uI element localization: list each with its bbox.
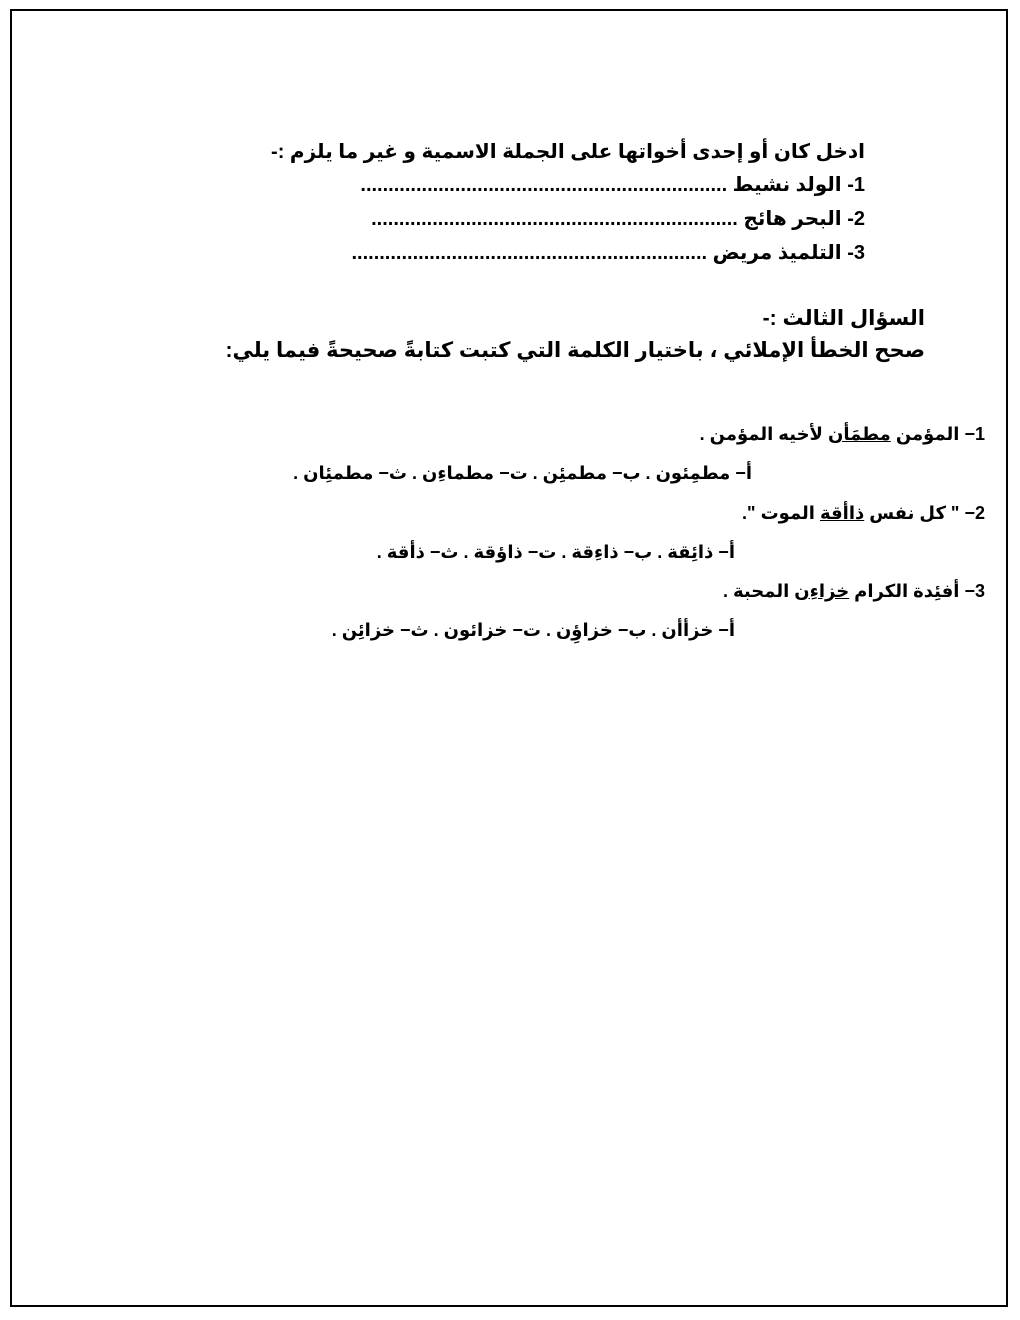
q1-sentence bbox=[700, 424, 985, 445]
q2-underlined-word: ذاأقة bbox=[819, 503, 865, 523]
section1-item-1: 1- الولد نشيط .................................................................. bbox=[360, 174, 865, 196]
q2-options: أ− ذائِقة . ب− ذاءِقة . ت− ذاؤقة . ث− ذأقة . bbox=[376, 542, 735, 562]
question-title: السؤال الثالث :- bbox=[762, 307, 925, 330]
q3-number: 3− bbox=[964, 581, 985, 601]
q3-after: المحبة . bbox=[723, 581, 795, 601]
q3-options: أ− خزأأن . ب− خزاؤِن . ت− خزائون . ث− خزائِن . bbox=[331, 620, 735, 640]
q1-before: المؤمن bbox=[890, 424, 965, 444]
q1-underlined-word: مطمَأن bbox=[827, 424, 891, 444]
q1-after: لأخيه المؤمن . bbox=[699, 424, 828, 444]
page-border bbox=[10, 9, 1008, 1307]
q2-sentence bbox=[742, 503, 985, 524]
section1-item-3: 3- التلميذ مريض ................................................................ bbox=[351, 242, 865, 264]
q2-after: الموت ". bbox=[742, 503, 820, 523]
q3-before: أفئِدة الكرام bbox=[849, 581, 965, 601]
q3-underlined-word: خزاءِن bbox=[794, 581, 850, 601]
q2-number: 2− bbox=[964, 503, 985, 523]
question-instruction: صحح الخطأ الإملائي ، باختيار الكلمة التي كتبت كتابةً صحيحةً فيما يلي: bbox=[225, 339, 925, 362]
q1-options: أ− مطمِئون . ب− مطمئِن . ت− مطماءِن . ث− مطمئِان . bbox=[293, 463, 752, 483]
q2-before: " كل نفس bbox=[864, 503, 965, 523]
q3-sentence bbox=[723, 581, 985, 602]
section1-item-2: 2- البحر هائج .................................................................. bbox=[371, 208, 865, 230]
section1-instruction: ادخل كان أو إحدى أخواتها على الجملة الاسمية و غير ما يلزم :- bbox=[271, 141, 865, 163]
q1-number: 1− bbox=[964, 424, 985, 444]
